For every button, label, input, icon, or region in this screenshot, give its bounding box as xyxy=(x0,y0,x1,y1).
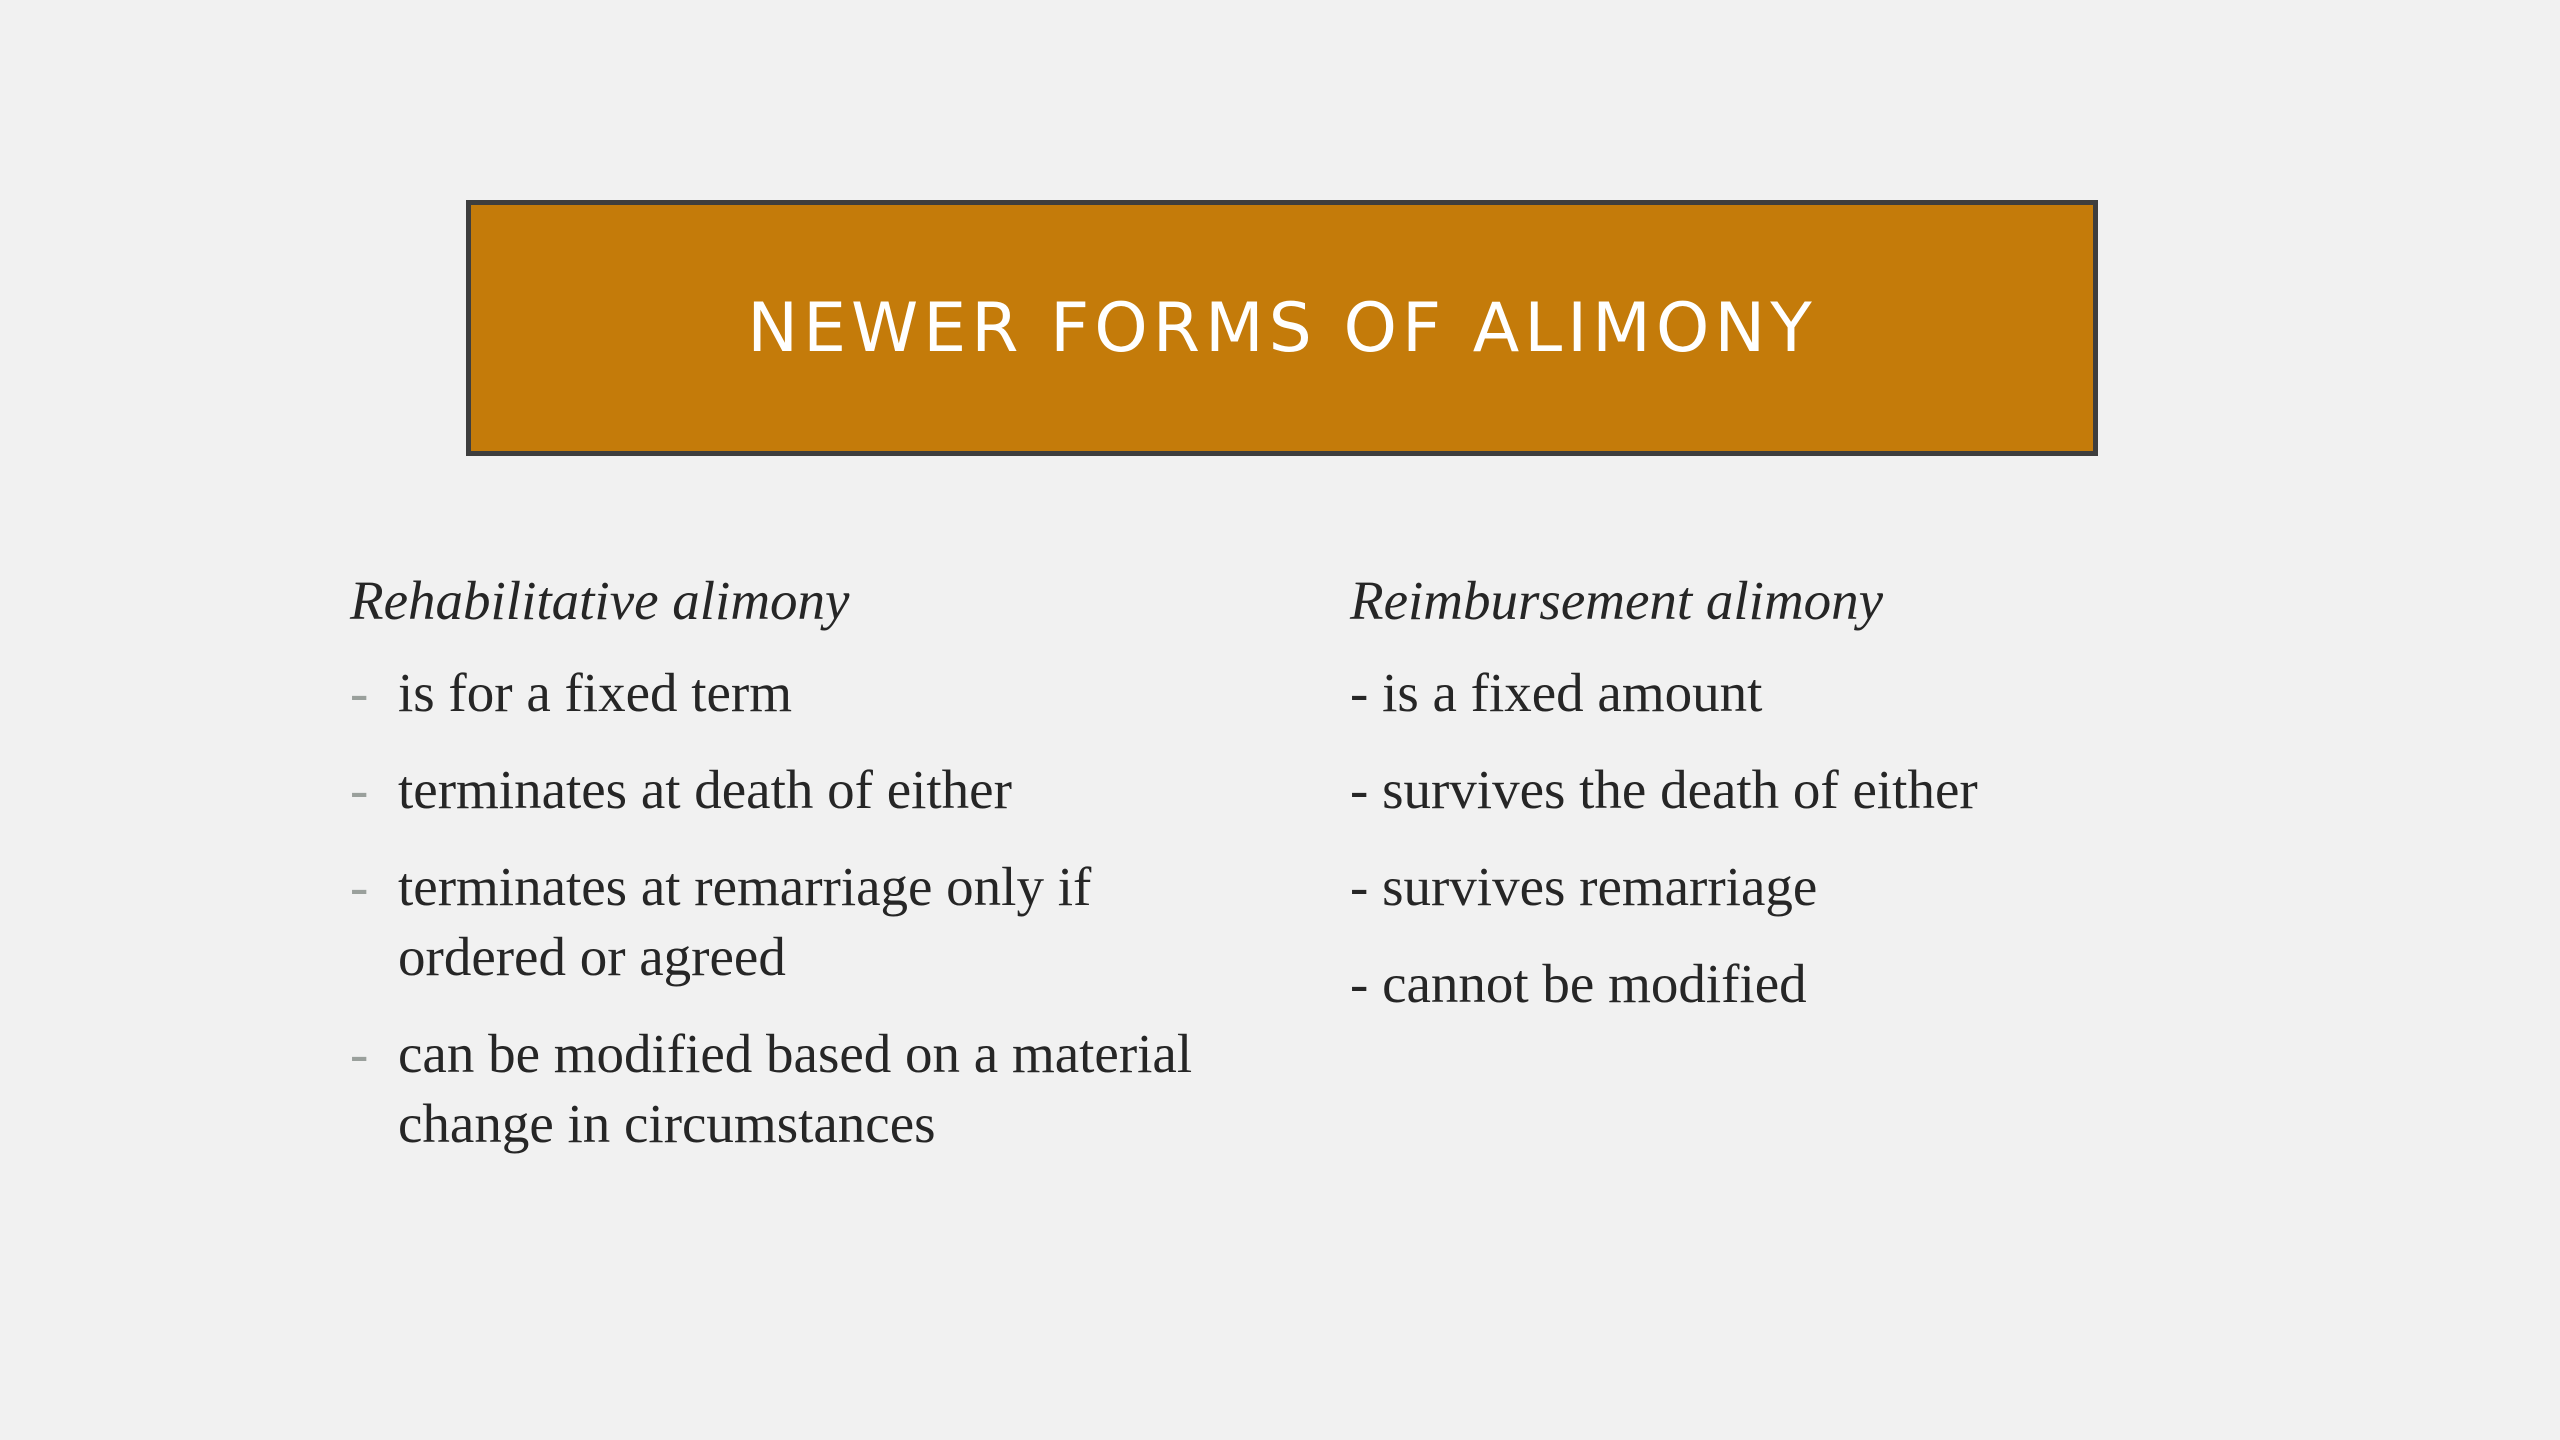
list-item: - cannot be modified xyxy=(1350,953,1807,1014)
list-item xyxy=(350,1019,1250,1159)
title-banner xyxy=(466,200,2098,456)
list-item: - is a fixed amount xyxy=(1350,662,1763,723)
left-heading: Rehabilitative alimony xyxy=(350,570,850,631)
bullet-dash: - xyxy=(350,662,369,723)
bullet-dash: - xyxy=(350,856,369,917)
left-bullet-list xyxy=(350,658,1250,1159)
left-column xyxy=(350,562,1250,1186)
slide-title: NEWER FORMS OF ALIMONY xyxy=(747,288,1817,368)
right-bullet-list xyxy=(1350,658,2250,1019)
list-item-text: is for a fixed term xyxy=(398,662,793,723)
list-item xyxy=(350,658,1250,728)
list-item-text: can be modified based on a material change in circumstances xyxy=(398,1023,1193,1154)
list-item: - survives the death of either xyxy=(1350,759,1978,820)
right-column xyxy=(1350,562,2250,1046)
list-item-text: terminates at remarriage only if ordered or agreed xyxy=(398,856,1092,987)
bullet-dash: - xyxy=(350,759,369,820)
list-item xyxy=(350,852,1250,992)
bullet-dash: - xyxy=(350,1023,369,1084)
list-item xyxy=(350,755,1250,825)
list-item-text: terminates at death of either xyxy=(398,759,1012,820)
right-heading: Reimbursement alimony xyxy=(1350,570,1884,631)
list-item: - survives remarriage xyxy=(1350,856,1818,917)
